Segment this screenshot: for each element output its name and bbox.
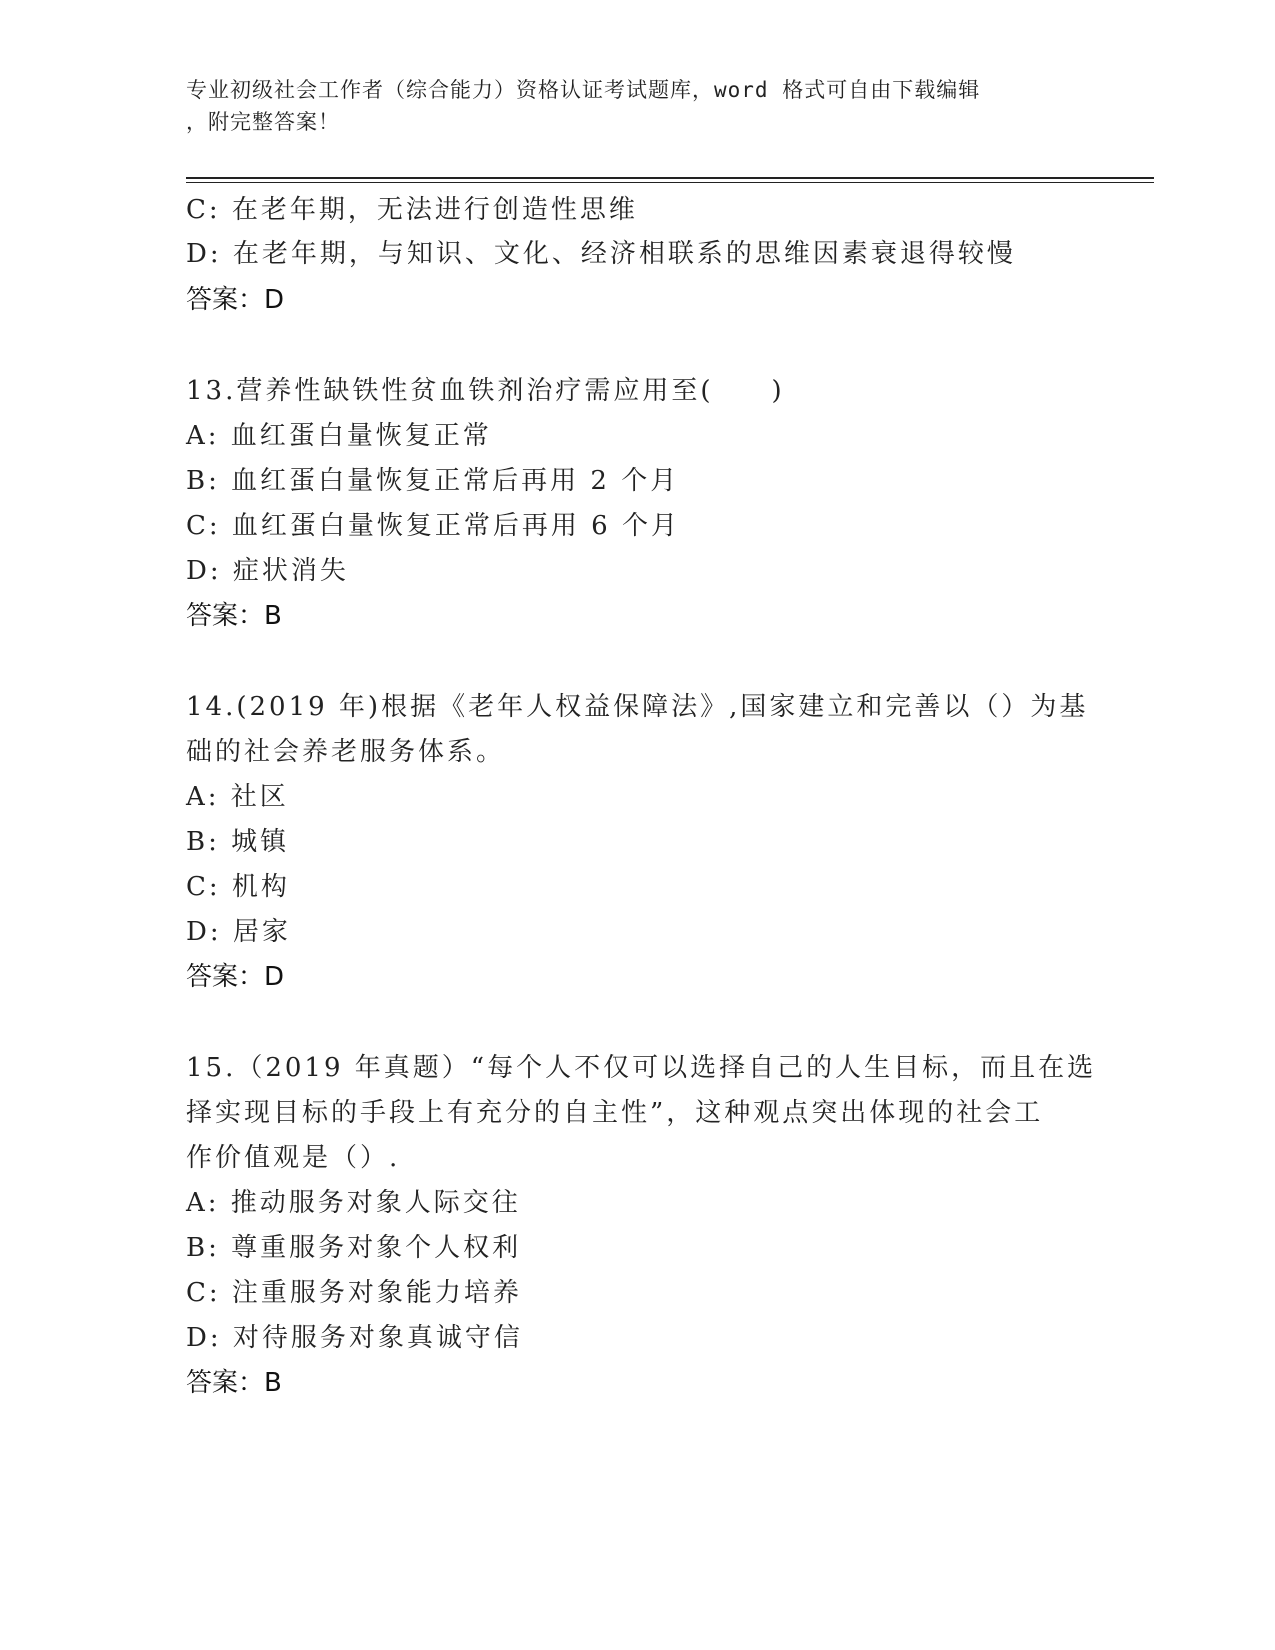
q14-option-d: D: 居家 [186,917,291,947]
q14-option-b: B: 城镇 [186,827,290,857]
header-divider-thin [186,182,1154,183]
q12-option-d: D: 在老年期，与知识、文化、经济相联系的思维因素衰退得较慢 [186,239,1016,269]
q13-option-b: B: 血红蛋白量恢复正常后再用 2 个月 [186,466,680,496]
q14-stem-line-1: 14.(2019 年)根据《老年人权益保障法》,国家建立和完善以（）为基 [186,692,1089,722]
header-title-line-2: ，附完整答案！ [186,110,340,134]
q15-option-c: C: 注重服务对象能力培养 [186,1278,522,1308]
q15-option-b: B: 尊重服务对象个人权利 [186,1233,522,1263]
q13-answer: 答案：B [186,601,282,631]
q15-stem-line-3: 作价值观是（）. [186,1143,401,1173]
q15-option-d: D: 对待服务对象真诚守信 [186,1323,523,1353]
q15-stem-line-2: 择实现目标的手段上有充分的自主性”，这种观点突出体现的社会工 [186,1098,1044,1128]
q14-answer: 答案：D [186,962,285,992]
q14-stem-line-2: 础的社会养老服务体系。 [186,737,506,767]
q15-option-a: A: 推动服务对象人际交往 [186,1188,521,1218]
q15-answer: 答案：B [186,1368,282,1398]
q15-stem-line-1: 15.（2019 年真题）“每个人不仅可以选择自己的人生目标，而且在选 [186,1053,1097,1083]
q13-option-a: A: 血红蛋白量恢复正常 [186,421,492,451]
q14-option-c: C: 机构 [186,872,290,902]
page-header [186,74,1086,138]
header-title-line-1: 专业初级社会工作者（综合能力）资格认证考试题库，word 格式可自由下载编辑 [186,78,981,102]
header-divider-thick [186,177,1154,179]
q13-option-d: D: 症状消失 [186,556,349,586]
q13-stem: 13.营养性缺铁性贫血铁剂治疗需应用至( ) [186,376,785,406]
q12-option-c: C: 在老年期，无法进行创造性思维 [186,195,638,225]
q13-option-c: C: 血红蛋白量恢复正常后再用 6 个月 [186,511,680,541]
q14-option-a: A: 社区 [186,782,289,812]
q12-answer: 答案：D [186,285,285,315]
